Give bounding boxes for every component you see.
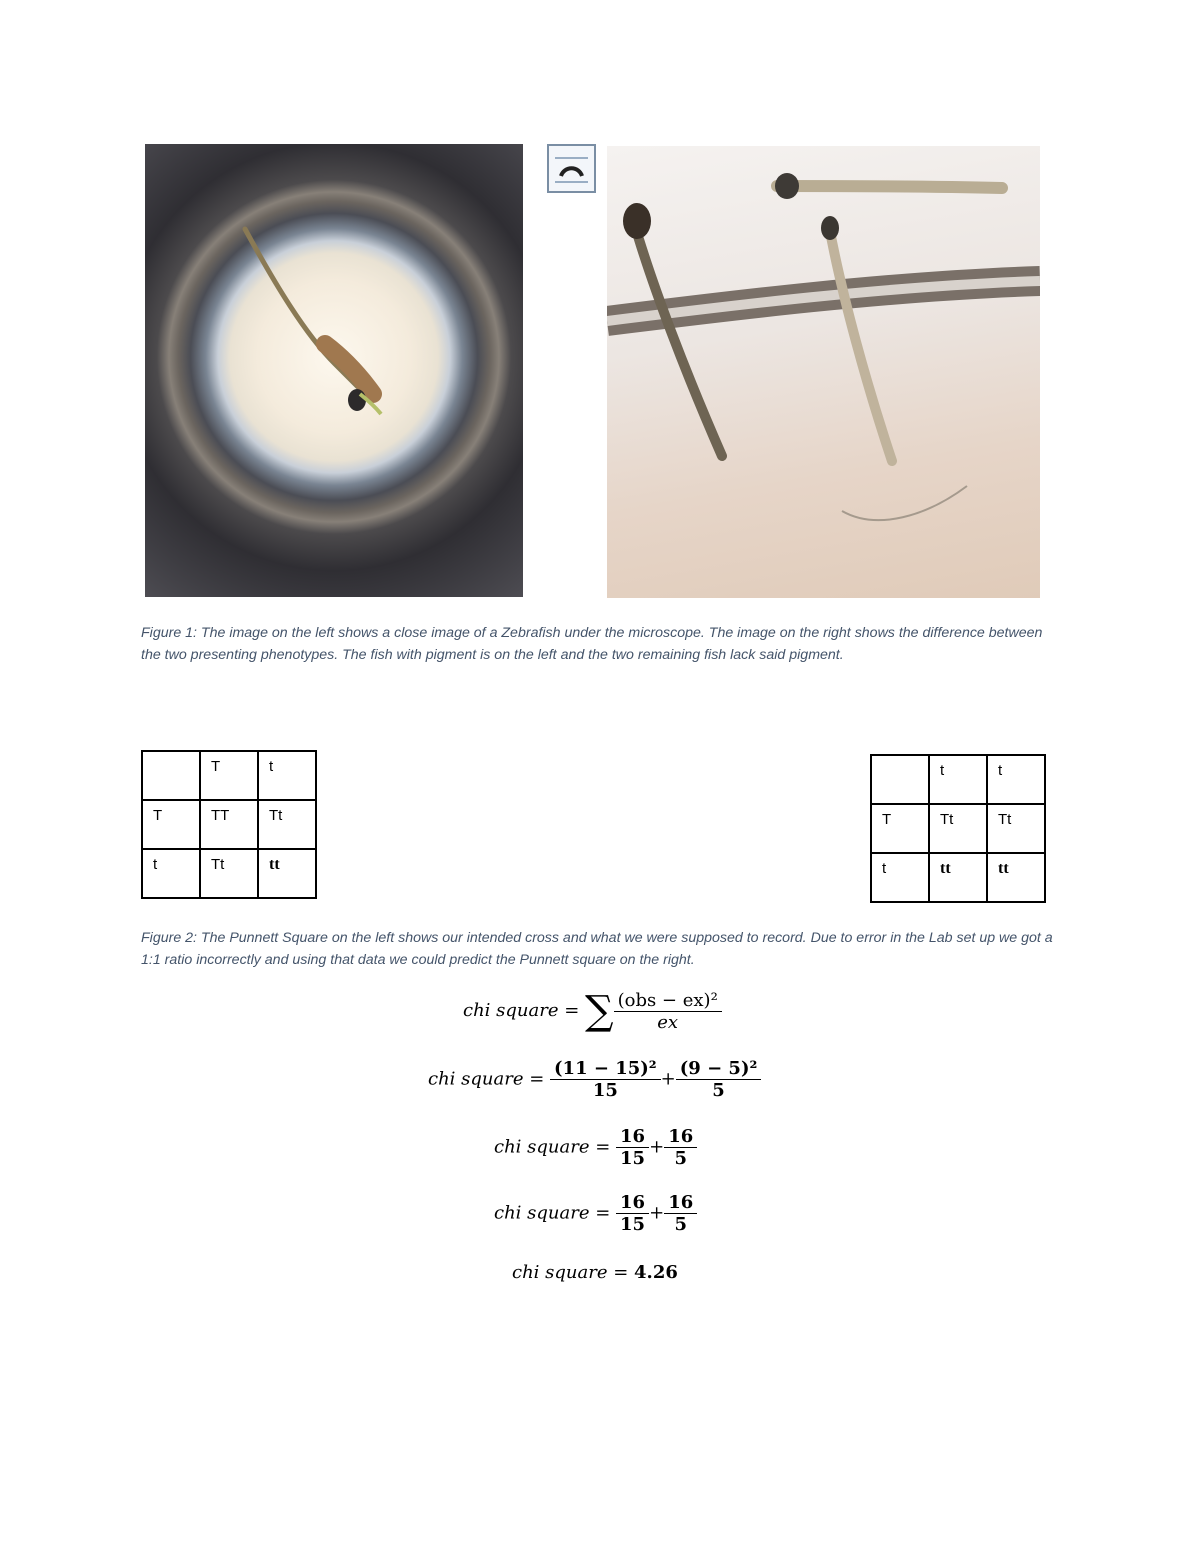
punnett-cell: T [871,804,929,853]
punnett-cell: Tt [258,800,316,849]
punnett-cell: t [142,849,200,898]
equation-formula [463,988,722,1034]
punnett-cell: tt [987,853,1045,902]
punnett-square-observed [870,754,1046,903]
punnett-cell: t [929,755,987,804]
figure-2-caption: Figure 2: The Punnett Square on the left shows our intended cross and what we were supposed to record. Due to error in the Lab set up we got a 1:1 ratio incorrectly and using that data we could predict the Punnett square on the right. [141,930,1053,968]
zebrafish-larva-illustration [145,144,523,597]
fraction-numerator: (11 − 15)² [550,1058,661,1080]
punnett-cell: t [987,755,1045,804]
equation-lhs: chi square = [512,1262,629,1283]
fraction-numerator: (9 − 5)² [676,1058,762,1080]
equation-step-4 [494,1192,697,1235]
punnett-square-intended [141,750,317,899]
fraction-numerator: 16 [664,1126,697,1148]
equation-lhs: chi square = [494,1136,611,1158]
equation-lhs: chi square = [428,1068,545,1090]
figure-1-caption: Figure 1: The image on the left shows a close image of a Zebrafish under the microscope. The image on the right shows the difference between the two presenting phenotypes. The fish with pigment is on the left and the two remaining fish lack said pigment. [141,625,1043,663]
fraction-numerator: (obs − ex)² [614,990,722,1012]
microscope-photo-single-zebrafish [145,144,523,597]
punnett-cell [871,755,929,804]
punnett-cell: tt [929,853,987,902]
fraction-denominator: 15 [620,1148,646,1169]
punnett-cell: t [258,751,316,800]
fraction-denominator: ex [657,1011,679,1033]
equation-lhs: chi square = [463,1000,580,1021]
fraction-numerator: 16 [664,1192,697,1214]
fraction-numerator: 16 [616,1192,649,1214]
equation-substitution [428,1058,761,1101]
punnett-cell: tt [258,849,316,898]
zebrafish-phenotypes-illustration [607,146,1040,598]
equation-result [512,1262,678,1283]
summation-symbol: ∑ [585,988,614,1034]
plus-sign: + [649,1202,665,1224]
punnett-cell: Tt [987,804,1045,853]
punnett-cell: T [200,751,258,800]
fraction-denominator: 5 [674,1148,687,1169]
equation-step-3 [494,1126,697,1169]
equation-lhs: chi square = [494,1202,611,1224]
fraction-denominator: 15 [592,1080,618,1101]
chi-square-result: 4.26 [634,1262,678,1283]
punnett-cell: T [142,800,200,849]
fraction-denominator: 5 [674,1214,687,1235]
punnett-cell: Tt [929,804,987,853]
plus-sign: + [649,1136,665,1158]
punnett-cell [142,751,200,800]
microscope-photo-phenotypes [607,146,1040,598]
fraction-denominator: 15 [620,1214,646,1235]
fraction-denominator: 5 [712,1080,725,1101]
punnett-cell: Tt [200,849,258,898]
fraction-numerator: 16 [616,1126,649,1148]
punnett-cell: TT [200,800,258,849]
image-placeholder-icon [547,144,596,193]
plus-sign: + [660,1068,676,1090]
punnett-cell: t [871,853,929,902]
